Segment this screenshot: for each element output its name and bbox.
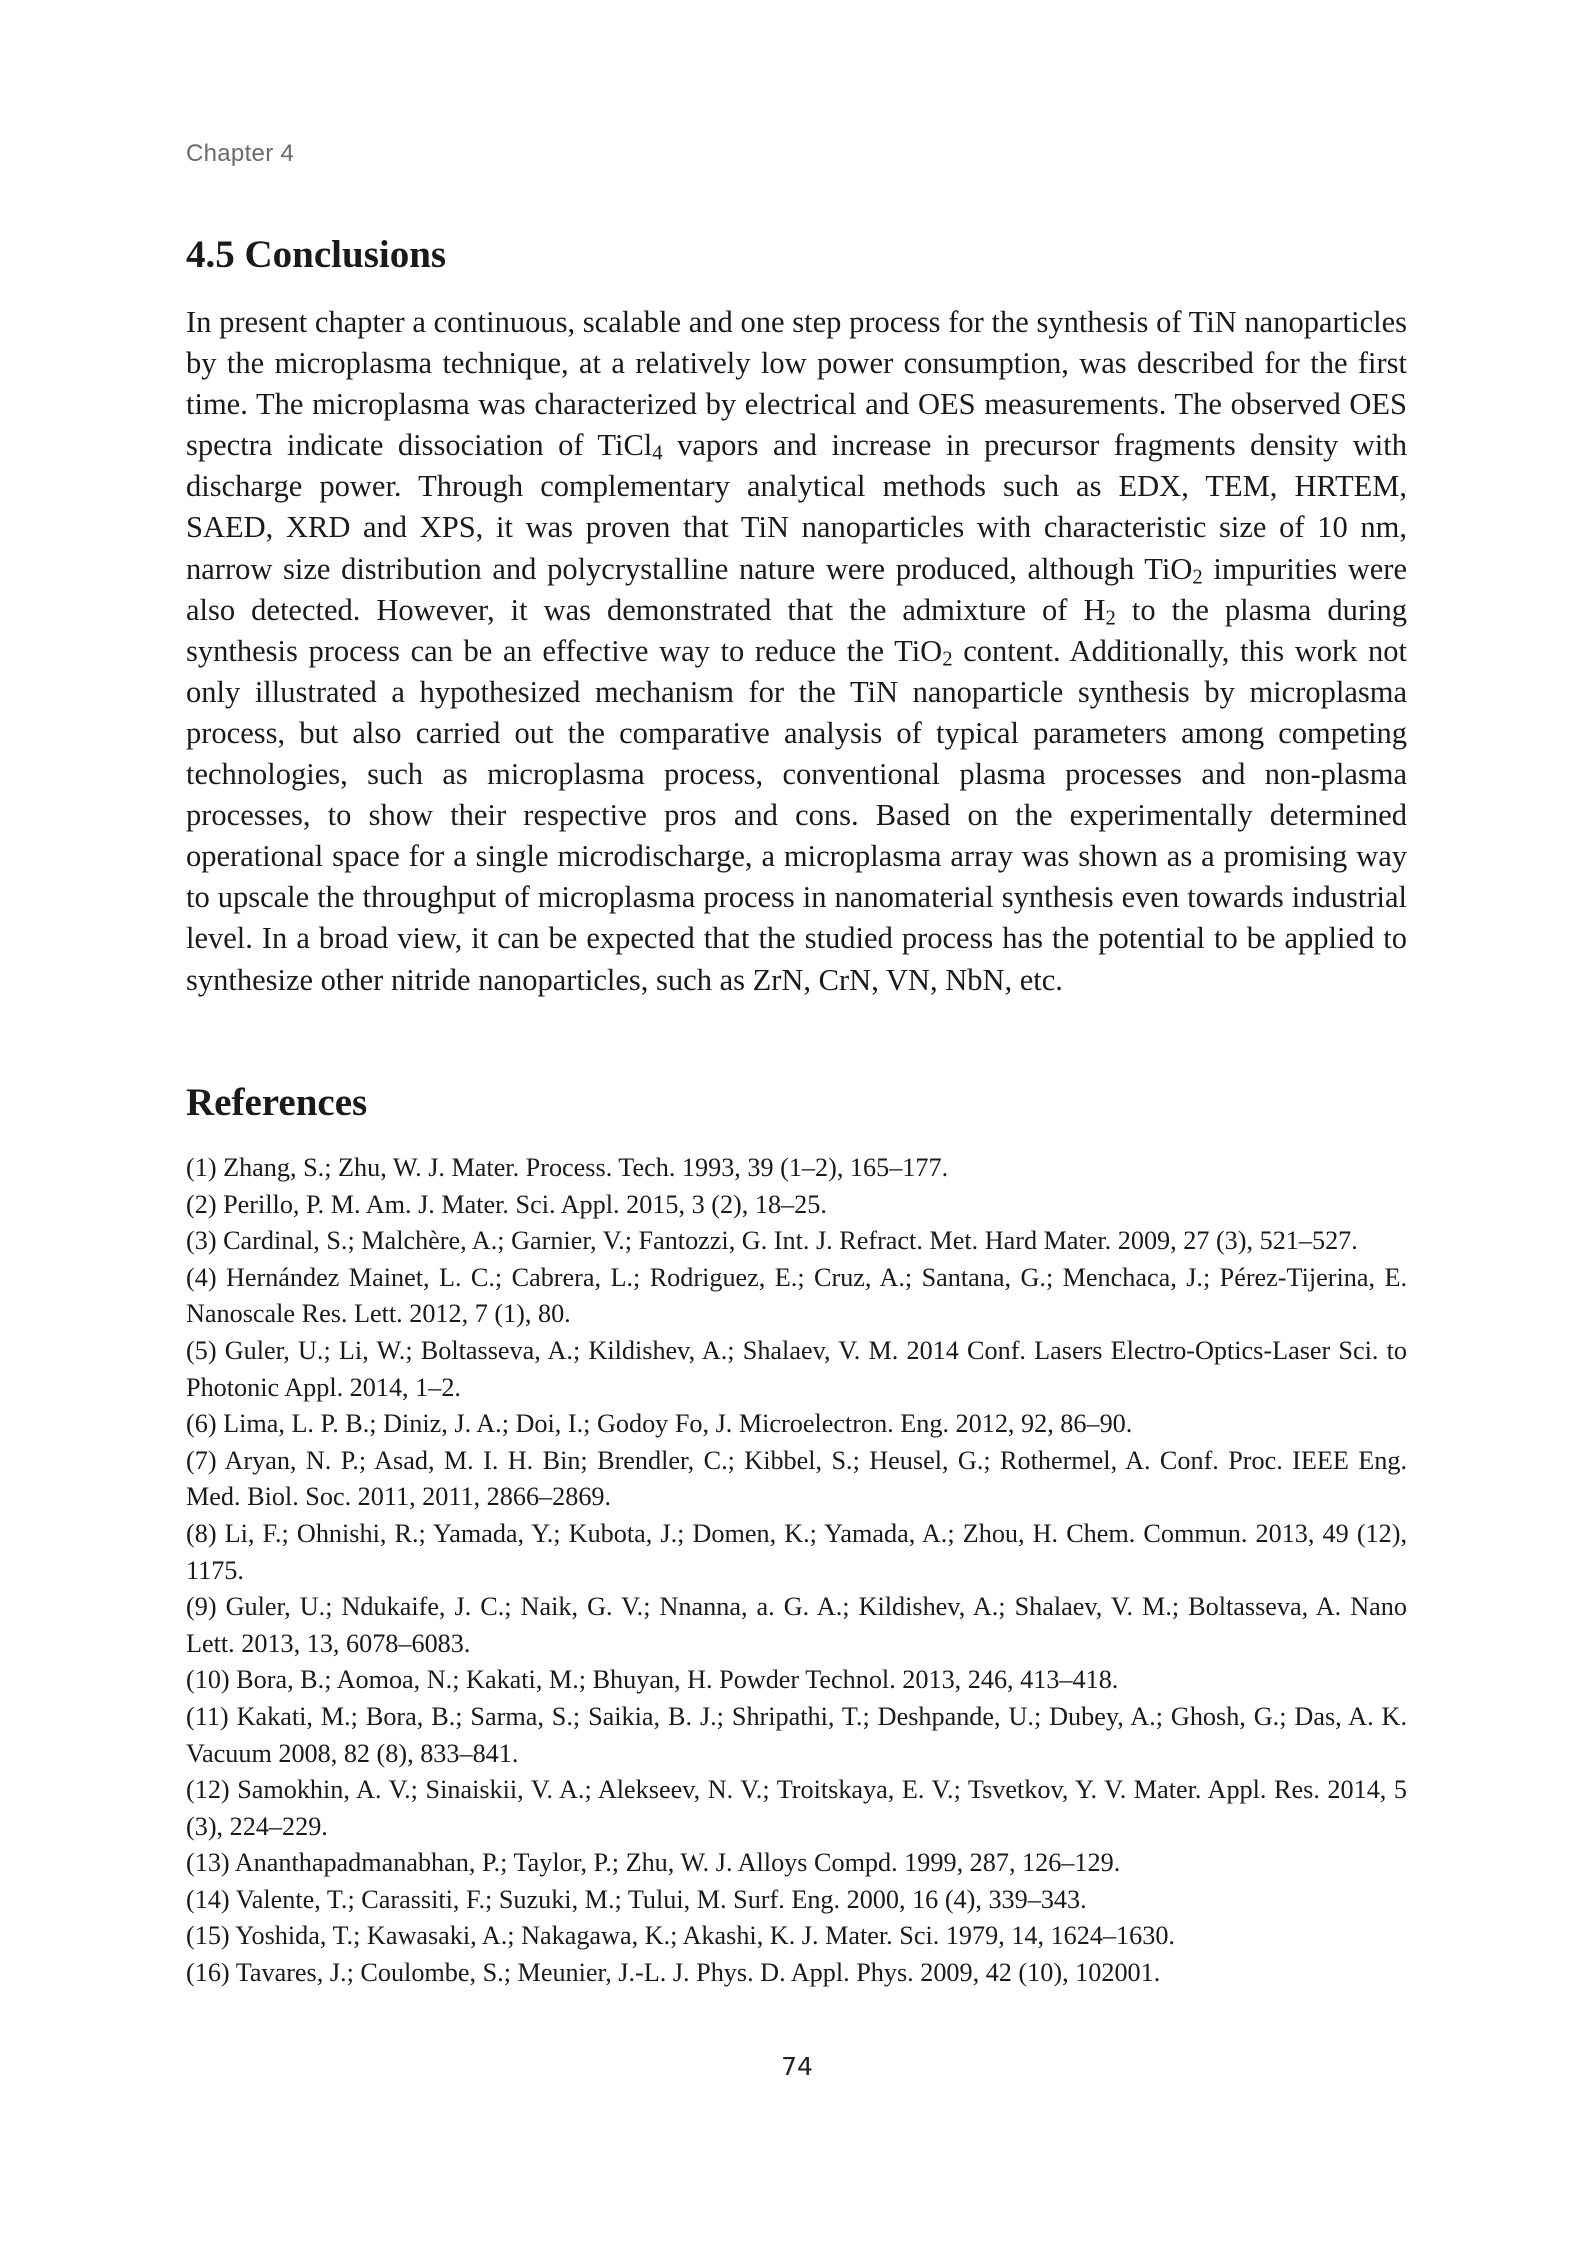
paragraph-text: vapors and increase in precursor fragments density with discharge power. Through complementary analytical methods such as EDX, TEM, HRTEM, SAED, XRD and XPS, it was proven that TiN nanoparticles with characteristic size of 10 nm, narrow size distribution and polycrystalline nature were produced, although TiO <box>186 428 1407 586</box>
reference-item: (4) Hernández Mainet, L. C.; Cabrera, L.; Rodriguez, E.; Cruz, A.; Santana, G.; Menchaca, J.; Pérez-Tijerina, E. Nanoscale Res. Lett. 2012, 7 (1), 80. <box>186 1262 1407 1329</box>
reference-item: (8) Li, F.; Ohnishi, R.; Yamada, Y.; Kubota, J.; Domen, K.; Yamada, A.; Zhou, H. Chem. Commun. 2013, 49 (12), 1175. <box>186 1518 1407 1585</box>
reference-item: (3) Cardinal, S.; Malchère, A.; Garnier, V.; Fantozzi, G. Int. J. Refract. Met. Hard Mater. 2009, 27 (3), 521–527. <box>186 1226 1358 1256</box>
reference-item: (13) Ananthapadmanabhan, P.; Taylor, P.; Zhu, W. J. Alloys Compd. 1999, 287, 126–129. <box>186 1848 1121 1878</box>
subscript: 2 <box>1105 607 1116 630</box>
paragraph-text: In present chapter a continuous, scalable and one step process for the synthesis of TiN nanoparticles by the microplasma technique, at a relatively low power consumption, was described for the first time. The microplasma was characterized by electrical and OES measurements. The observed OES spectra indicate dissociation of TiCl <box>186 305 1407 463</box>
references-heading: References <box>186 1081 368 1124</box>
reference-item: (5) Guler, U.; Li, W.; Boltasseva, A.; Kildishev, A.; Shalaev, V. M. 2014 Conf. Lasers Electro-Optics-Laser Sci. to Photonic Appl. 2014, 1–2. <box>186 1335 1407 1402</box>
reference-item: (9) Guler, U.; Ndukaife, J. C.; Naik, G. V.; Nnanna, a. G. A.; Kildishev, A.; Shalaev, V. M.; Boltasseva, A. Nano Lett. 2013, 13, 6078–6083. <box>186 1592 1407 1658</box>
reference-item: (7) Aryan, N. P.; Asad, M. I. H. Bin; Brendler, C.; Kibbel, S.; Heusel, G.; Rothermel, A. Conf. Proc. IEEE Eng. Med. Biol. Soc. 2011, 2011, 2866–2869. <box>186 1445 1407 1512</box>
reference-item: (11) Kakati, M.; Bora, B.; Sarma, S.; Saikia, B. J.; Shripathi, T.; Deshpande, U.; Dubey, A.; Ghosh, G.; Das, A. K. Vacuum 2008, 82 (8), 833–841. <box>186 1701 1407 1768</box>
paragraph-text: content. Additionally, this work not only illustrated a hypothesized mechanism for the TiN nanoparticle synthesis by microplasma process, but also carried out the comparative analysis of typical parameters among competing technologies, such as microplasma process, conventional plasma processes and non-plasma processes, to show their respective pros and cons. Based on the experimentally determined operational space for a single microdischarge, a microplasma array was shown as a promising way to upscale the throughput of microplasma process in nanomaterial synthesis even towards industrial level. In a broad view, it can be expected that the studied process has the potential to be applied to synthesize other nitride nanoparticles, such as ZrN, CrN, VN, NbN, etc. <box>186 633 1407 997</box>
section-heading: 4.5 Conclusions <box>186 233 447 276</box>
running-head: Chapter 4 <box>186 140 295 167</box>
reference-item: (12) Samokhin, A. V.; Sinaiskii, V. A.; Alekseev, N. V.; Troitskaya, E. V.; Tsvetkov, Y. V. Mater. Appl. Res. 2014, 5 (3), 224–229. <box>186 1775 1407 1841</box>
subscript: 2 <box>942 648 953 671</box>
reference-item: (6) Lima, L. P. B.; Diniz, J. A.; Doi, I.; Godoy Fo, J. Microelectron. Eng. 2012, 92, 86–90. <box>186 1409 1133 1439</box>
reference-item: (10) Bora, B.; Aomoa, N.; Kakati, M.; Bhuyan, H. Powder Technol. 2013, 246, 413–418. <box>186 1665 1119 1695</box>
reference-item: (16) Tavares, J.; Coulombe, S.; Meunier, J.-L. J. Phys. D. Appl. Phys. 2009, 42 (10), 102001. <box>186 1958 1161 1988</box>
subscript: 4 <box>652 442 663 465</box>
reference-item: (14) Valente, T.; Carassiti, F.; Suzuki, M.; Tului, M. Surf. Eng. 2000, 16 (4), 339–343. <box>186 1884 1087 1914</box>
reference-item: (2) Perillo, P. M. Am. J. Mater. Sci. Appl. 2015, 3 (2), 18–25. <box>186 1189 827 1219</box>
reference-item: (1) Zhang, S.; Zhu, W. J. Mater. Process. Tech. 1993, 39 (1–2), 165–177. <box>186 1153 949 1182</box>
reference-list <box>186 1150 1407 1992</box>
page-number: 74 <box>781 2052 813 2081</box>
subscript: 2 <box>1192 566 1203 589</box>
paragraph-text: impurities were also detected. However, it was demonstrated that the admixture of H <box>186 551 1407 627</box>
paragraph-text: to the plasma during synthesis process can be an effective way to reduce the TiO <box>186 592 1407 668</box>
reference-item: (15) Yoshida, T.; Kawasaki, A.; Nakagawa, K.; Akashi, K. J. Mater. Sci. 1979, 14, 1624–1630. <box>186 1921 1175 1951</box>
conclusions-paragraph <box>186 302 1407 1001</box>
